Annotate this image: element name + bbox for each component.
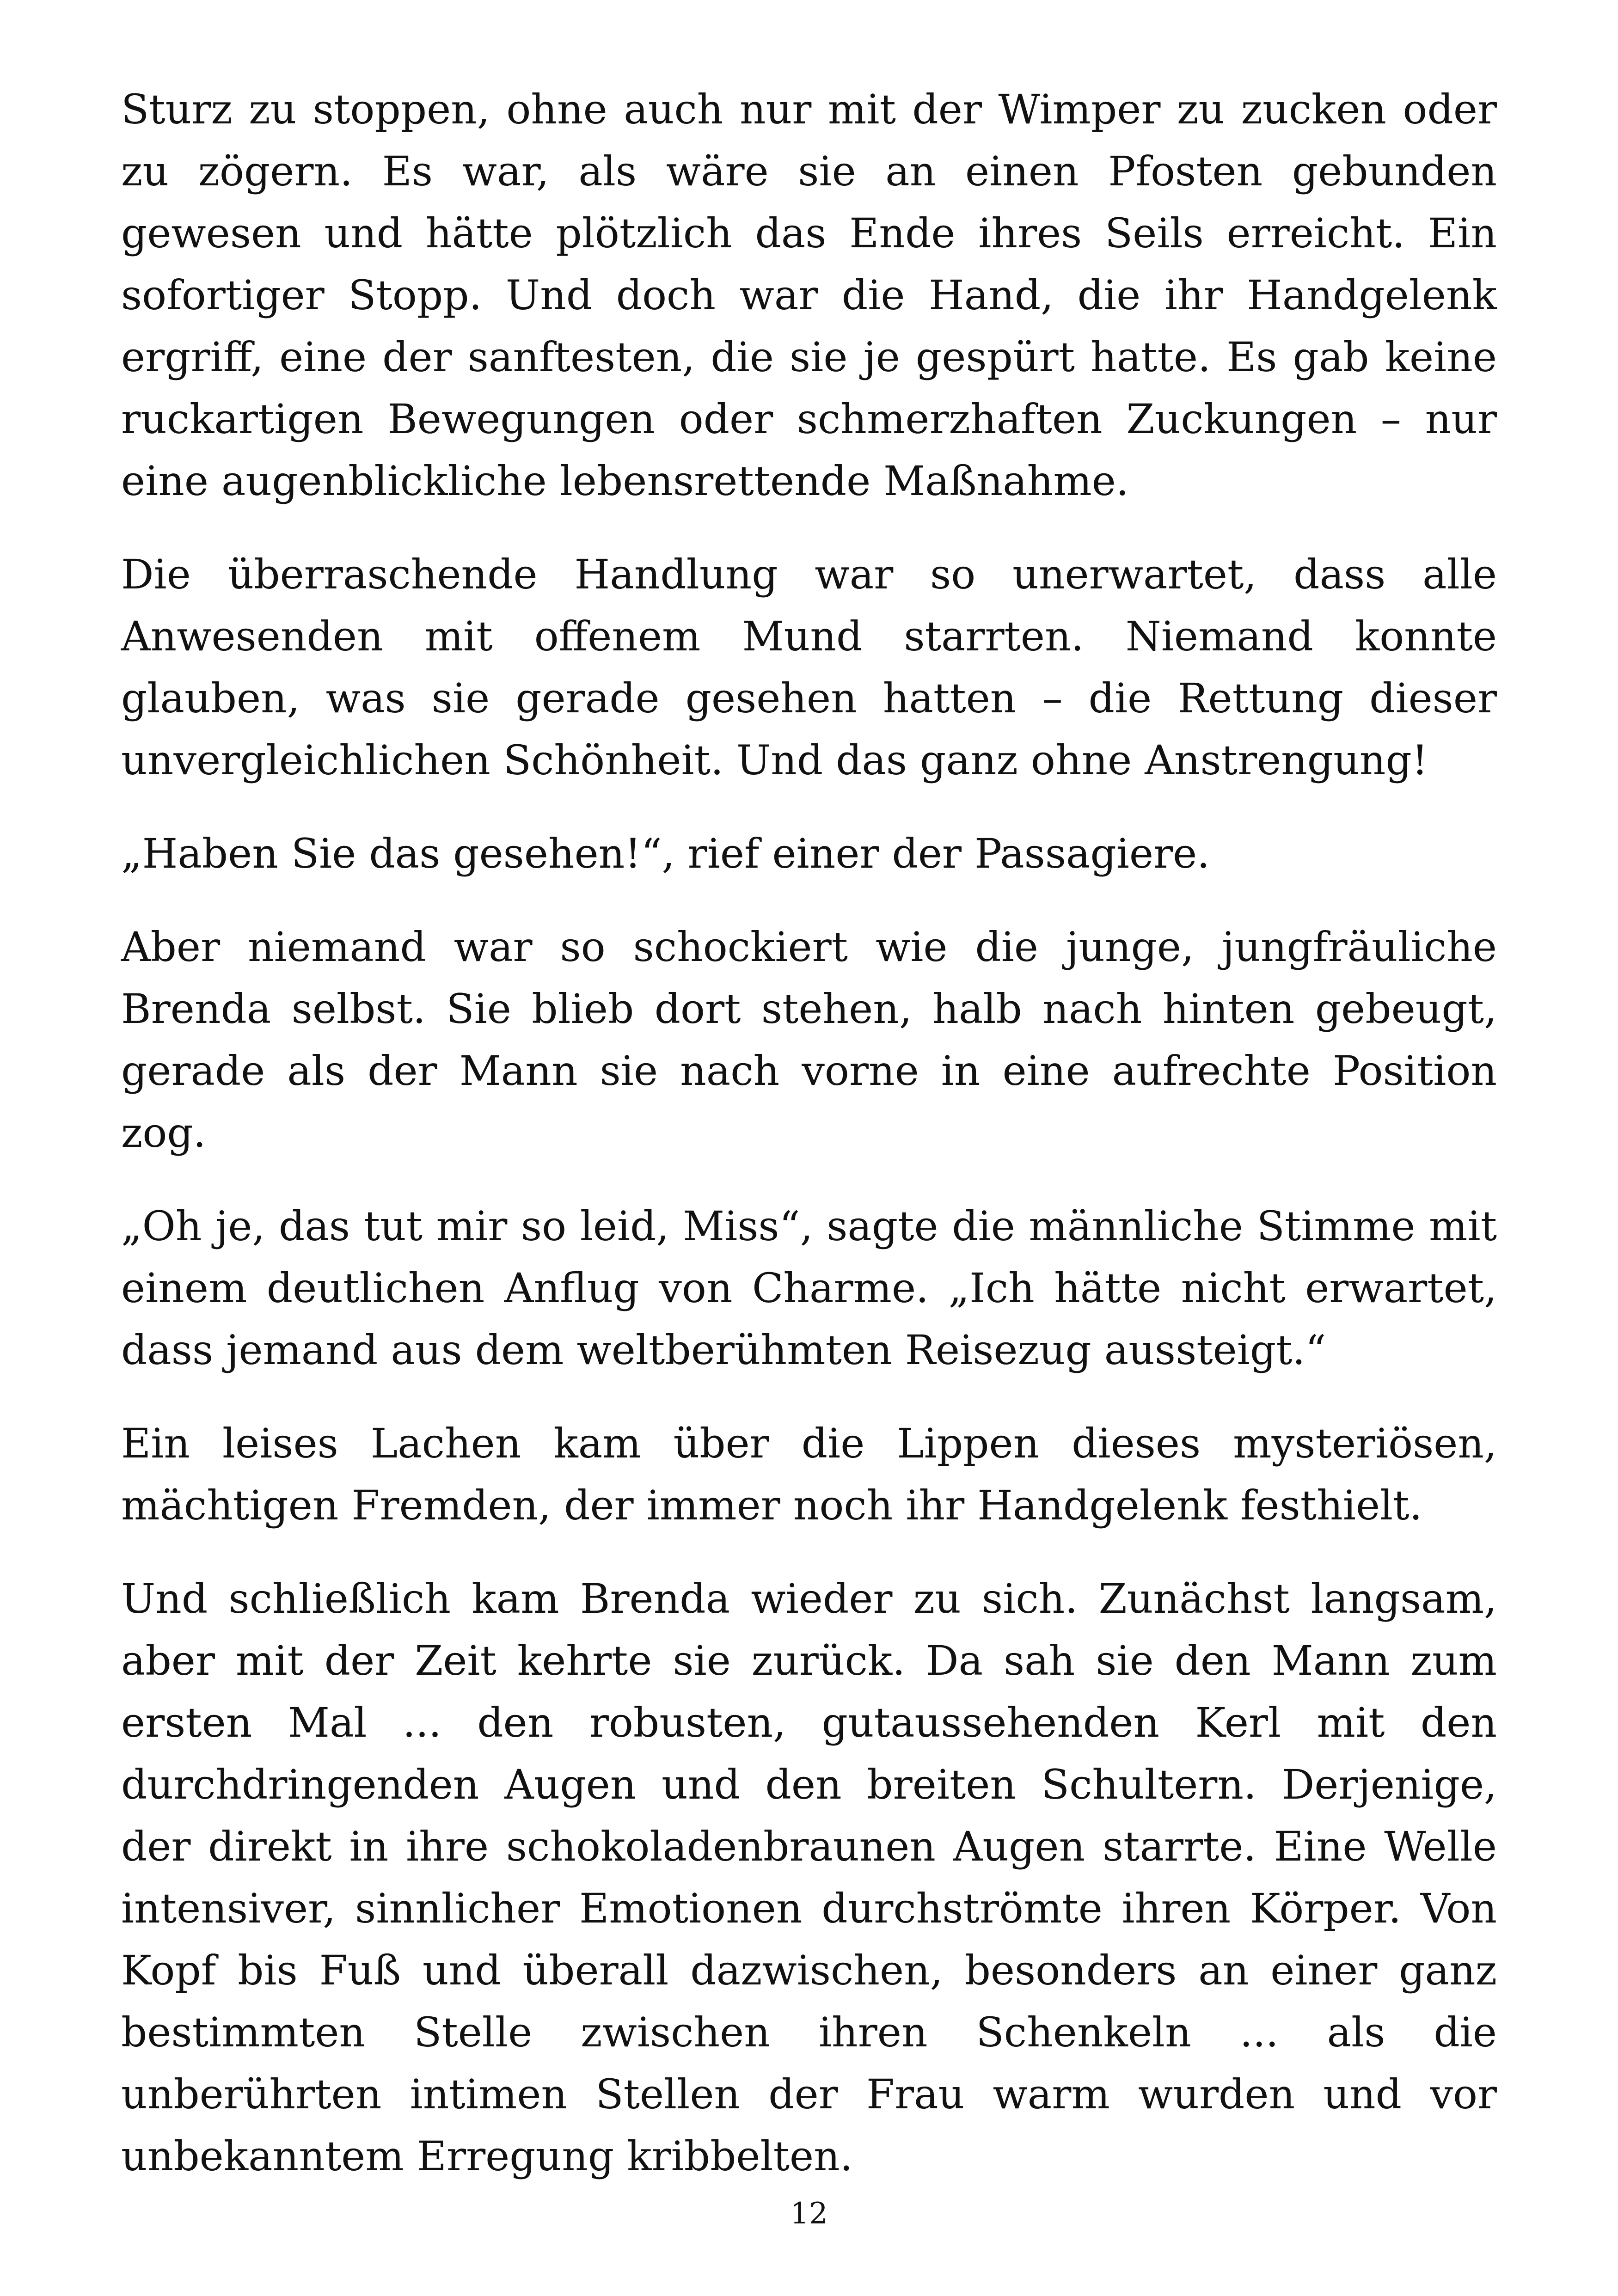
- paragraph: Aber niemand war so schockiert wie die junge, jungfräuliche Brenda selbst. Sie blieb dort stehen, halb nach hinten gebeugt, gerade als der Mann sie nach vorne in eine aufrechte Position zog.: [121, 923, 1497, 1157]
- paragraph: „Haben Sie das gesehen!“, rief einer der Passagiere.: [121, 830, 1210, 877]
- paragraph: „Oh je, das tut mir so leid, Miss“, sagte die männliche Stimme mit einem deutlichen Anflug von Charme. „Ich hätte nicht erwartet, dass jemand aus dem weltberühmten Reisezug aussteigt.“: [121, 1202, 1497, 1374]
- page-number: 12: [790, 2197, 828, 2231]
- paragraph: Sturz zu stoppen, ohne auch nur mit der Wimper zu zucken oder zu zögern. Es war, als wäre sie an einen Pfosten gebunden gewesen und hätte plötzlich das Ende ihres Seils erreicht. Ein sofortiger Stopp. Und doch war die Hand, die ihr Handgelenk ergriff, eine der sanftesten, die sie je gespürt hatte. Es gab keine ruckartigen Bewegungen oder schmerzhaften Zuckungen – nur eine augenblickliche lebensrettende Maßnahme.: [121, 86, 1497, 505]
- body-text: [121, 79, 1497, 2219]
- paragraph: Die überraschende Handlung war so unerwartet, dass alle Anwesenden mit offenem Mund starrten. Niemand konnte glauben, was sie gerade gesehen hatten – die Rettung dieser unvergleichlichen Schönheit. Und das ganz ohne Anstrengung!: [121, 551, 1497, 784]
- paragraph: Und schließlich kam Brenda wieder zu sich. Zunächst langsam, aber mit der Zeit kehrte sie zurück. Da sah sie den Mann zum ersten Mal ... den robusten, gutaussehenden Kerl mit den durchdringenden Augen und den breiten Schultern. Derjenige, der direkt in ihre schokoladenbraunen Augen starrte. Eine Welle intensiver, sinnlicher Emotionen durchströmte ihren Körper. Von Kopf bis Fuß und überall dazwischen, besonders an einer ganz bestimmten Stelle zwischen ihren Schenkeln ... als die unberührten intimen Stellen der Frau warm wurden und vor unbekanntem Erregung kribbelten.: [121, 1575, 1497, 2180]
- paragraph: Ein leises Lachen kam über die Lippen dieses mysteriösen, mächtigen Fremden, der immer noch ihr Handgelenk festhielt.: [121, 1420, 1497, 1529]
